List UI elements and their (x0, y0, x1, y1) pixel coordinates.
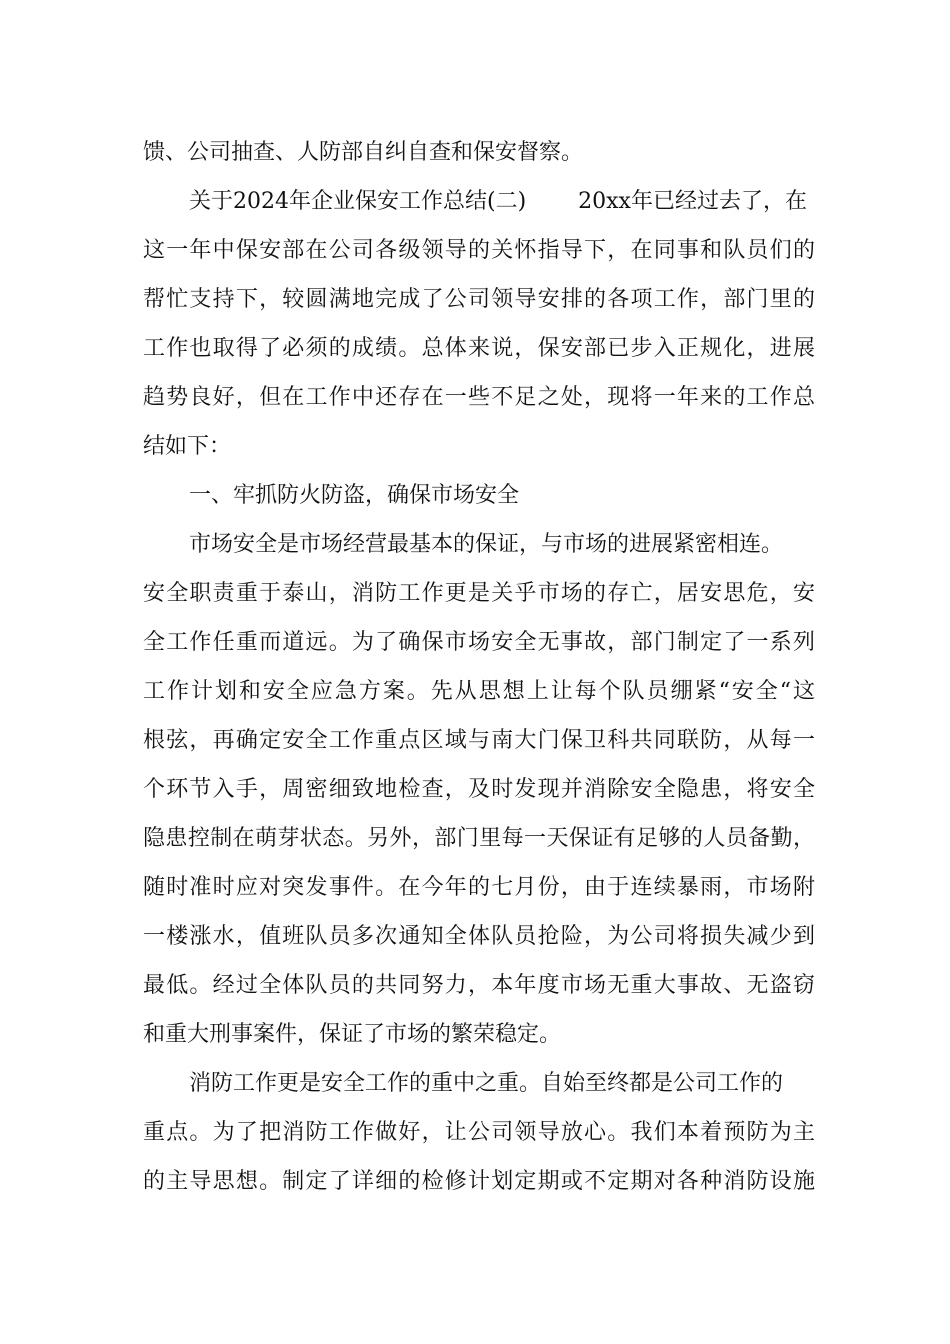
body-line-1 (143, 128, 815, 177)
text-line: 一楼涨水，值班队员多次通知全体队员抢险，为公司将损失减少到 (143, 924, 815, 949)
text-line: 消防工作更是安全工作的重中之重。自始至终都是公司工作的 (189, 1071, 784, 1096)
text-line: 馈、公司抽查、人防部自纠自查和保安督察。 (143, 140, 584, 165)
text-line: 全工作任重而道远。为了确保市场安全无事故，部门制定了一系列 (143, 630, 815, 655)
body-line-13 (143, 716, 815, 765)
body-line-7 (143, 422, 815, 471)
section-heading (143, 471, 815, 520)
body-line-18 (143, 961, 815, 1010)
section-title-line (143, 177, 815, 226)
heading-text: 一、牢抓防火防盗，确保市场安全 (189, 483, 520, 508)
body-line-9 (143, 520, 815, 569)
text-line: 市场安全是市场经营最基本的保证，与市场的进展紧密相连。 (189, 532, 784, 557)
text-line: 结如下： (143, 434, 232, 459)
text-line: 根弦，再确定安全工作重点区域与南大门保卫科共同联防，从每一 (143, 728, 815, 753)
body-line-5 (143, 324, 815, 373)
body-line-11 (143, 618, 815, 667)
text-line: 最低。经过全体队员的共同努力，本年度市场无重大事故、无盗窃 (143, 973, 815, 998)
text-line: 个环节入手，周密细致地检查，及时发现并消除安全隐患，将安全 (143, 777, 815, 802)
article-title: 关于2024年企业保安工作总结(二) (189, 189, 527, 214)
body-line-19 (143, 1010, 815, 1059)
text-line: 工作计划和安全应急方案。先从思想上让每个队员绷紧“安全“这 (143, 679, 815, 704)
body-line-10 (143, 569, 815, 618)
body-line-15 (143, 814, 815, 863)
text-line: 安全职责重于泰山，消防工作更是关乎市场的存亡，居安思危，安 (143, 581, 815, 606)
body-line-14 (143, 765, 815, 814)
text-line: 随时准时应对突发事件。在今年的七月份，由于连续暴雨，市场附 (143, 875, 815, 900)
text-line: 的主导思想。制定了详细的检修计划定期或不定期对各种消防设施 (143, 1169, 815, 1194)
text-line: 这一年中保安部在公司各级领导的关怀指导下，在同事和队员们的 (143, 238, 815, 263)
body-line-16 (143, 863, 815, 912)
body-line-4 (143, 275, 815, 324)
body-line-3 (143, 226, 815, 275)
body-line-22 (143, 1157, 815, 1206)
body-line-6 (143, 373, 815, 422)
body-line-21 (143, 1108, 815, 1157)
text-line: 20xx年已经过去了，在 (578, 189, 807, 214)
text-line: 帮忙支持下，较圆满地完成了公司领导安排的各项工作，部门里的 (143, 287, 815, 312)
text-line: 重点。为了把消防工作做好，让公司领导放心。我们本着预防为主 (143, 1120, 815, 1145)
body-line-20 (143, 1059, 815, 1108)
document-body (143, 128, 815, 1206)
text-line: 工作也取得了必须的成绩。总体来说，保安部已步入正规化，进展 (143, 336, 815, 361)
body-line-17 (143, 912, 815, 961)
body-line-12 (143, 667, 815, 716)
text-line: 隐患控制在萌芽状态。另外，部门里每一天保证有足够的人员备勤， (143, 826, 815, 851)
text-line: 和重大刑事案件，保证了市场的繁荣稳定。 (143, 1022, 562, 1047)
text-line: 趋势良好，但在工作中还存在一些不足之处，现将一年来的工作总 (143, 385, 815, 410)
